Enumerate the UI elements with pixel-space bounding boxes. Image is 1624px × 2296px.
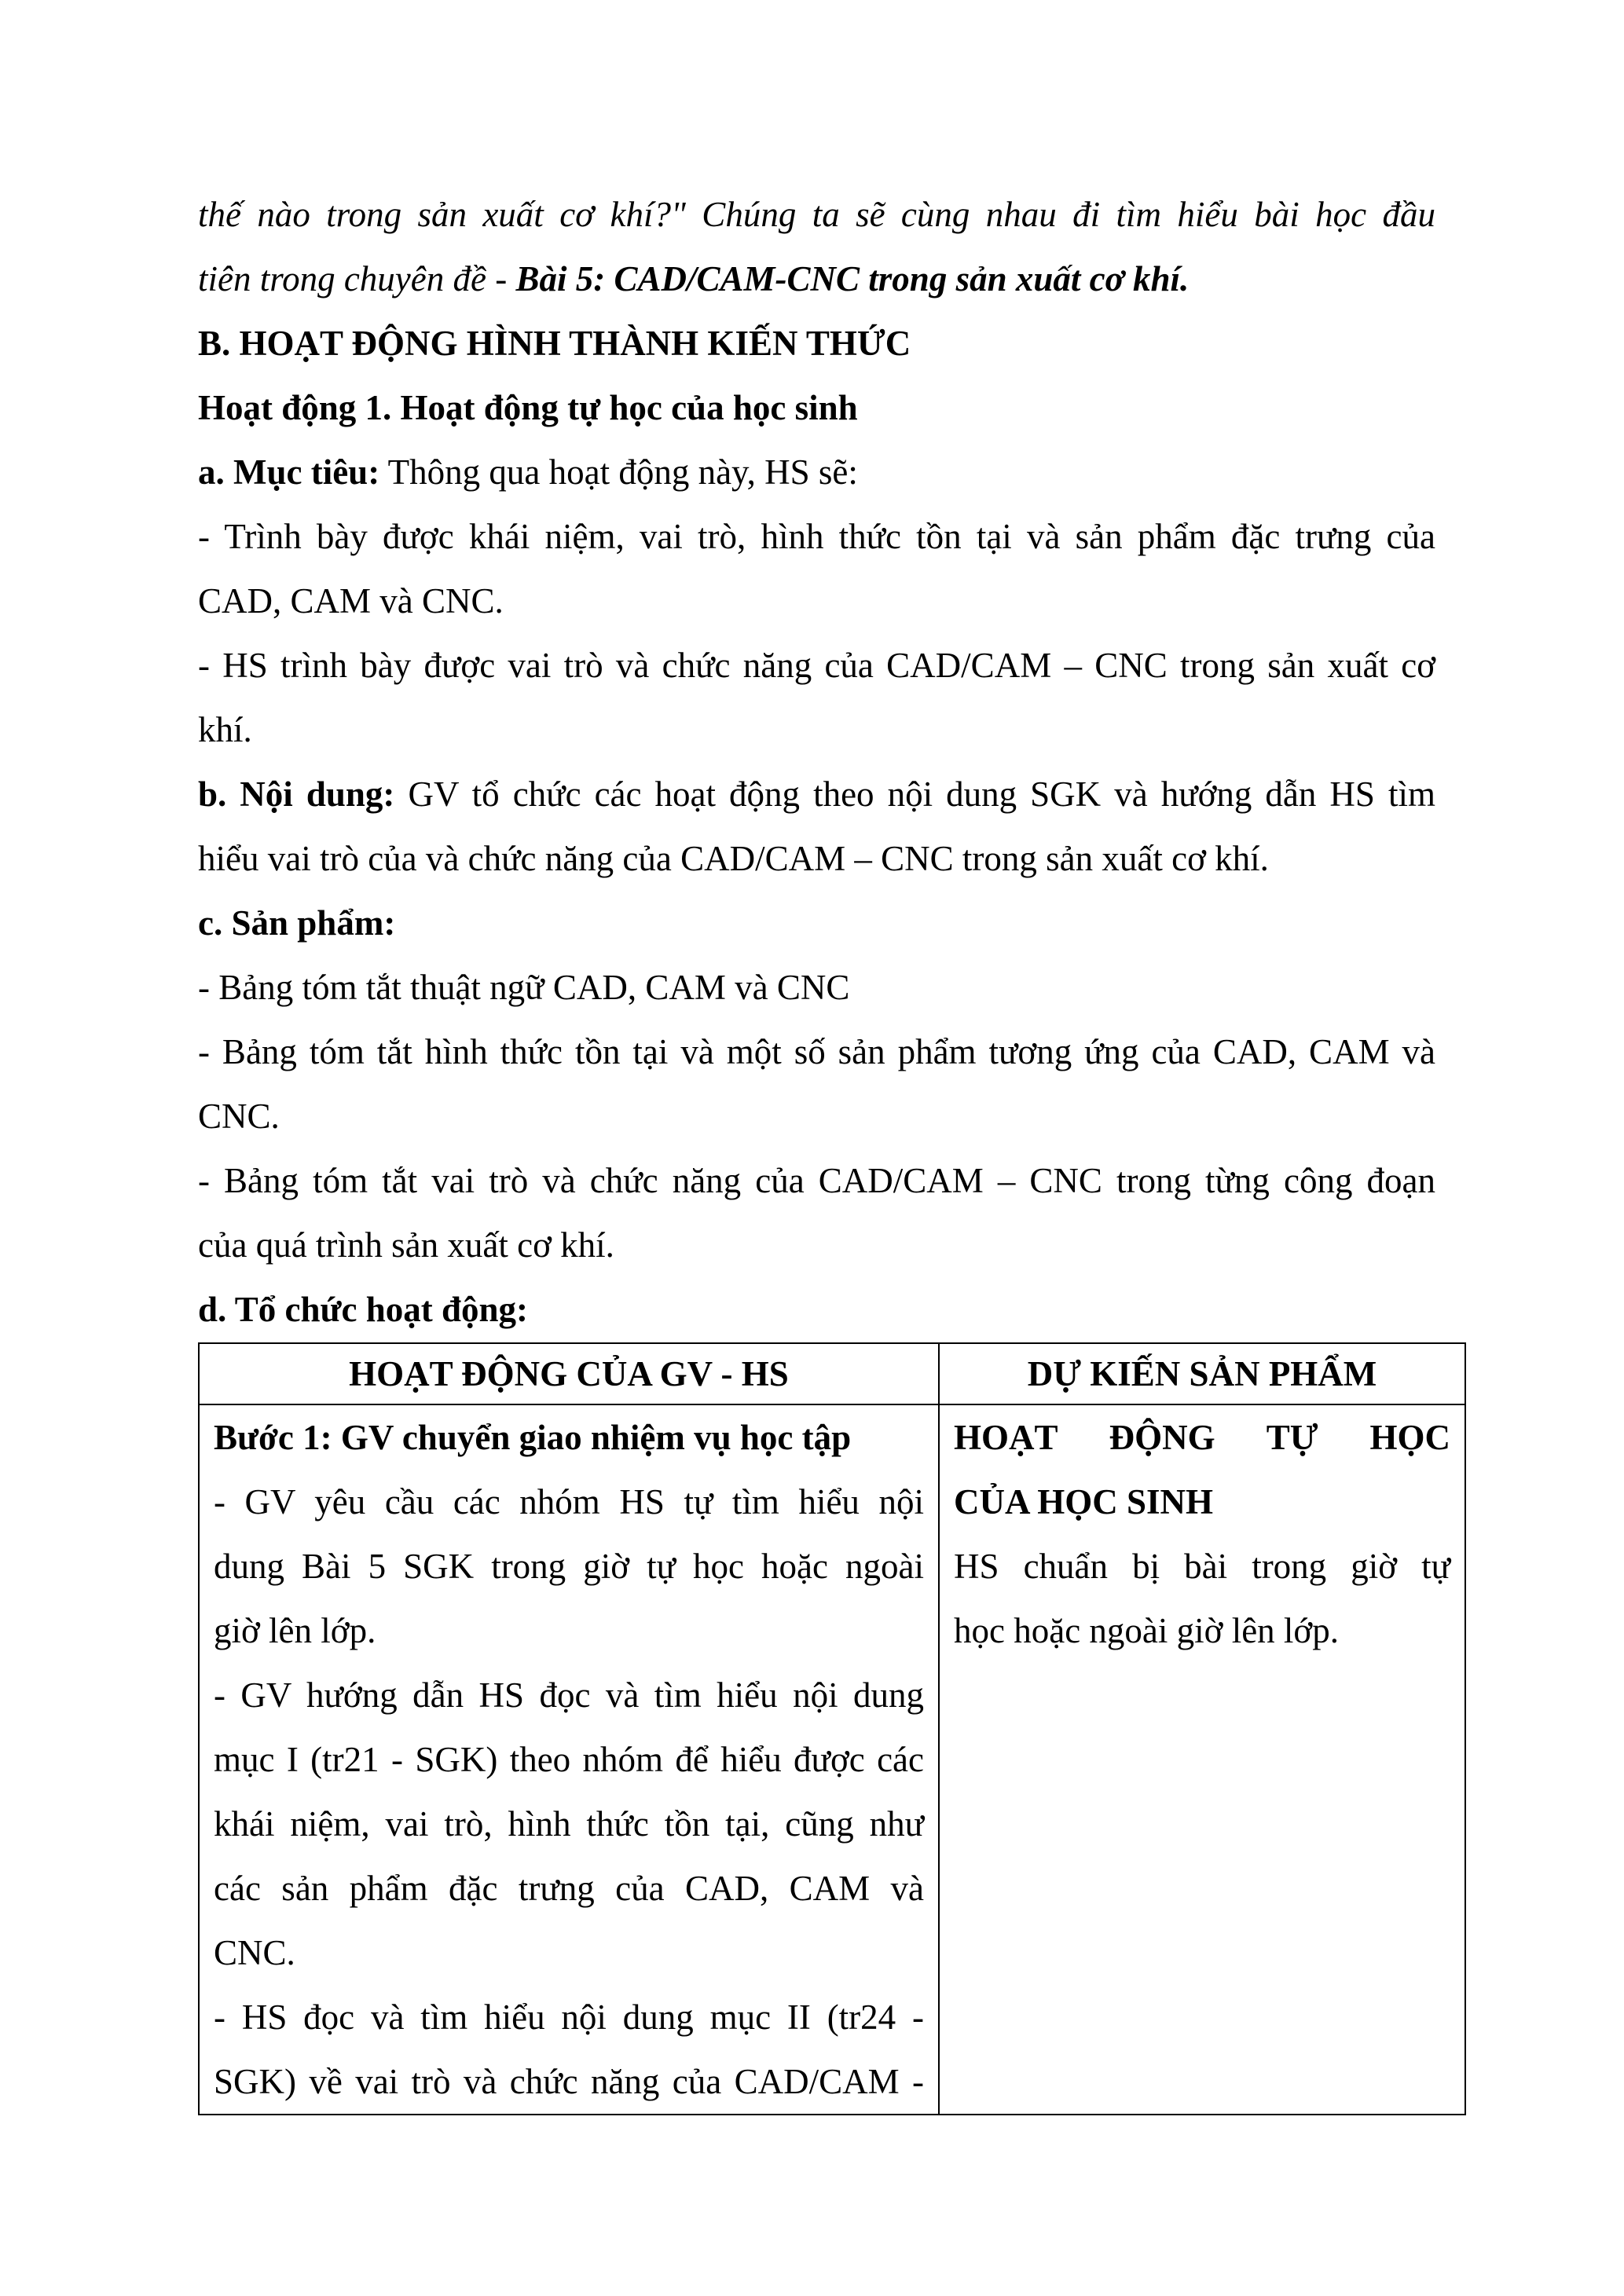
step-1-heading: Bước 1: GV chuyển giao nhiệm vụ học tập xyxy=(214,1418,852,1457)
objective-item-2-line-1: - HS trình bày được vai trò và chức năng của CAD/CAM – CNC trong sản xuất cơ xyxy=(198,646,1435,685)
cell-line: HS chuẩn bị bài trong giờ tự xyxy=(954,1547,1450,1586)
cell-line: - HS đọc và tìm hiểu nội dung mục II (tr24 - xyxy=(214,1998,924,2037)
objective-line xyxy=(198,440,1435,504)
cell-line: - GV yêu cầu các nhóm HS tự tìm hiểu nội xyxy=(214,1482,924,1522)
content-label: b. Nội dung: xyxy=(198,774,395,814)
content-line-2: hiểu vai trò của và chức năng của CAD/CAM – CNC trong sản xuất cơ khí. xyxy=(198,839,1269,878)
organization-label: d. Tổ chức hoạt động: xyxy=(198,1290,529,1329)
section-heading: B. HOẠT ĐỘNG HÌNH THÀNH KIẾN THỨC xyxy=(198,324,911,363)
product-item-2-line-2: CNC. xyxy=(198,1097,280,1136)
table-header-row xyxy=(199,1343,1465,1404)
content-text-1: GV tổ chức các hoạt động theo nội dung SGK và hướng dẫn HS tìm xyxy=(394,774,1435,814)
cell-line: - GV hướng dẫn HS đọc và tìm hiểu nội dung xyxy=(214,1675,924,1715)
cell-line: giờ lên lớp. xyxy=(214,1611,376,1650)
cell-gv-hs xyxy=(199,1404,939,2115)
document-body xyxy=(198,182,1435,1342)
intro-line-2-prefix: tiên trong chuyên đề - xyxy=(198,259,516,298)
cell-line: khái niệm, vai trò, hình thức tồn tại, cũng như xyxy=(214,1804,924,1844)
objective-label: a. Mục tiêu: xyxy=(198,452,380,492)
product-heading-line-1: HOẠT ĐỘNG TỰ HỌC xyxy=(954,1418,1450,1457)
lesson-title: Bài 5: CAD/CAM-CNC trong sản xuất cơ khí. xyxy=(515,259,1190,298)
cell-line: CNC. xyxy=(214,1933,295,1972)
product-item-1: - Bảng tóm tắt thuật ngữ CAD, CAM và CNC xyxy=(198,968,850,1007)
cell-line: SGK) về vai trò và chức năng của CAD/CAM - xyxy=(214,2062,924,2101)
header-expected-product: DỰ KIẾN SẢN PHẨM xyxy=(939,1343,1465,1404)
product-item-2-line-1: - Bảng tóm tắt hình thức tồn tại và một số sản phẩm tương ứng của CAD, CAM và xyxy=(198,1032,1435,1071)
product-heading-line-2: CỦA HỌC SINH xyxy=(954,1482,1214,1522)
intro-line-2 xyxy=(198,247,1435,311)
product-item-3-line-2: của quá trình sản xuất cơ khí. xyxy=(198,1225,614,1265)
product-item-3-line-1: - Bảng tóm tắt vai trò và chức năng của CAD/CAM – CNC trong từng công đoạn xyxy=(198,1161,1435,1200)
cell-expected-product xyxy=(939,1404,1465,2115)
header-gv-hs: HOẠT ĐỘNG CỦA GV - HS xyxy=(199,1343,939,1404)
objective-text: Thông qua hoạt động này, HS sẽ: xyxy=(379,452,858,492)
activity-heading: Hoạt động 1. Hoạt động tự học của học sinh xyxy=(198,388,858,427)
cell-line: học hoặc ngoài giờ lên lớp. xyxy=(954,1611,1339,1650)
product-label: c. Sản phẩm: xyxy=(198,903,396,943)
activity-table xyxy=(198,1342,1466,2115)
cell-line: dung Bài 5 SGK trong giờ tự học hoặc ngoài xyxy=(214,1547,924,1586)
objective-item-1-line-1: - Trình bày được khái niệm, vai trò, hình thức tồn tại và sản phẩm đặc trưng của xyxy=(198,517,1435,556)
intro-line-1: thế nào trong sản xuất cơ khí?" Chúng ta sẽ cùng nhau đi tìm hiểu bài học đầu xyxy=(198,195,1435,234)
table-row xyxy=(199,1404,1465,2115)
objective-item-2-line-2: khí. xyxy=(198,710,252,749)
objective-item-1-line-2: CAD, CAM và CNC. xyxy=(198,581,504,621)
content-line-1 xyxy=(198,762,1435,826)
cell-line: các sản phẩm đặc trưng của CAD, CAM và xyxy=(214,1869,924,1908)
cell-line: mục I (tr21 - SGK) theo nhóm để hiểu được các xyxy=(214,1740,924,1779)
